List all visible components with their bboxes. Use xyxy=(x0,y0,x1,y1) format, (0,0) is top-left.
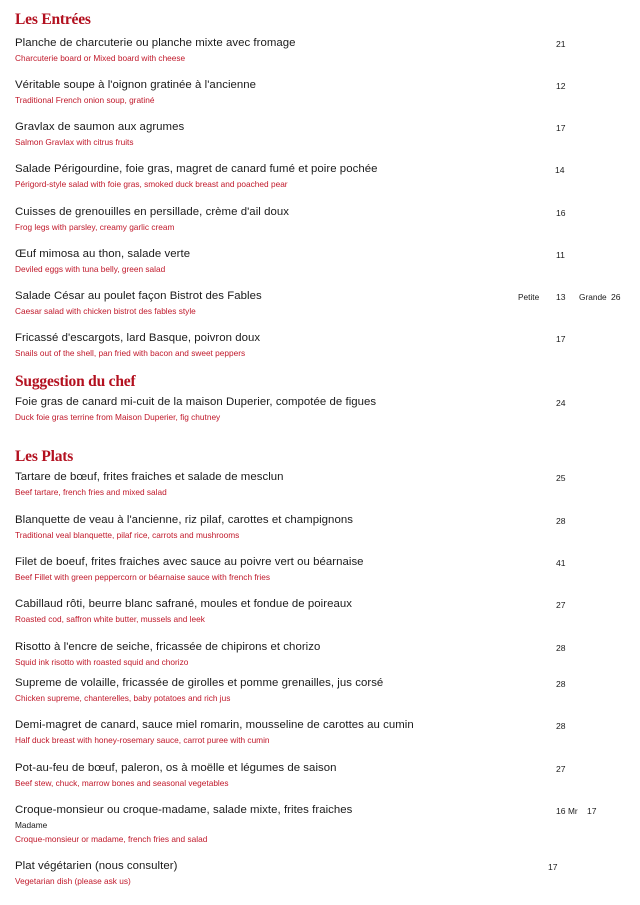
dish-price: 41 xyxy=(556,558,566,568)
dish-name-fr: Véritable soupe à l'oignon gratinée à l'ancienne xyxy=(15,79,257,91)
menu-item xyxy=(15,471,630,501)
dish-name-fr: Œuf mimosa au thon, salade verte xyxy=(15,248,191,260)
menu-item xyxy=(15,163,630,193)
dish-price: 12 xyxy=(556,81,566,91)
dish-name-en: Squid ink risotto with roasted squid and chorizo xyxy=(15,657,189,667)
dish-name-en: Beef tartare, french fries and mixed salad xyxy=(15,487,167,497)
dish-price-mr: 17 xyxy=(587,806,597,816)
dish-price: 16 xyxy=(556,208,566,218)
size-label-small: Petite xyxy=(518,292,540,302)
menu-item xyxy=(15,514,630,544)
dish-name-en: Beef Fillet with green peppercorn or béarnaise sauce with french fries xyxy=(15,572,271,582)
dish-name-en: Snails out of the shell, pan fried with bacon and sweet peppers xyxy=(15,348,246,358)
menu-item xyxy=(15,860,630,890)
menu-item xyxy=(15,79,630,109)
menu-item xyxy=(15,804,630,848)
dish-price-large: 26 xyxy=(611,292,621,302)
dish-price: 17 xyxy=(556,123,566,133)
menu-item xyxy=(15,248,630,278)
dish-name-fr: Planche de charcuterie ou planche mixte avec fromage xyxy=(15,37,296,49)
dish-name-en: Deviled eggs with tuna belly, green salad xyxy=(15,264,166,274)
dish-name-fr: Demi-magret de canard, sauce miel romarin, mousseline de carottes au cumin xyxy=(15,719,414,731)
dish-name-fr: Pot-au-feu de bœuf, paleron, os à moëlle et légumes de saison xyxy=(15,762,337,774)
dish-price: 21 xyxy=(556,39,566,49)
menu-item xyxy=(15,641,630,671)
dish-price: 27 xyxy=(556,600,566,610)
dish-price: 28 xyxy=(556,516,566,526)
menu-item xyxy=(15,121,630,151)
dish-name-fr: Gravlax de saumon aux agrumes xyxy=(15,121,185,133)
dish-name-en: Duck foie gras terrine from Maison Duperier, fig chutney xyxy=(15,412,221,422)
menu-item xyxy=(15,719,630,749)
dish-name-en: Charcuterie board or Mixed board with cheese xyxy=(15,53,186,63)
menu-item xyxy=(15,677,630,707)
section-title-plats: Les Plats xyxy=(15,448,74,465)
dish-name-fr: Supreme de volaille, fricassée de girolles et pomme grenailles, jus corsé xyxy=(15,677,384,689)
dish-price: 28 xyxy=(556,643,566,653)
dish-price: 28 xyxy=(556,721,566,731)
size-label-large: Grande xyxy=(579,292,607,302)
menu-item xyxy=(15,206,630,236)
menu-item xyxy=(15,762,630,792)
dish-name-en: Périgord-style salad with foie gras, smoked duck breast and poached pear xyxy=(15,179,288,189)
dish-name-en: Caesar salad with chicken bistrot des fables style xyxy=(15,306,196,316)
menu-item xyxy=(15,598,630,628)
dish-name-en: Vegetarian dish (please ask us) xyxy=(15,876,131,886)
dish-name-en: Beef stew, chuck, marrow bones and seasonal vegetables xyxy=(15,778,229,788)
dish-price: 27 xyxy=(556,764,566,774)
dish-name-fr: Cuisses de grenouilles en persillade, crème d'ail doux xyxy=(15,206,289,218)
dish-price: 13 xyxy=(556,292,566,302)
dish-name-fr: Salade Périgourdine, foie gras, magret de canard fumé et poire pochée xyxy=(15,163,378,175)
menu-item xyxy=(15,556,630,586)
dish-name-en: Salmon Gravlax with citrus fruits xyxy=(15,137,134,147)
dish-price: 17 xyxy=(548,862,558,872)
menu-item xyxy=(15,37,630,67)
dish-price: 24 xyxy=(556,398,566,408)
menu-item xyxy=(15,290,630,320)
dish-price: 14 xyxy=(555,165,565,175)
dish-name-fr: Croque-monsieur ou croque-madame, salade mixte, frites fraiches xyxy=(15,804,353,816)
menu-item xyxy=(15,332,630,362)
dish-variant-label: Madame xyxy=(15,820,48,830)
size-label-mr: Mr xyxy=(568,806,578,816)
dish-price: 17 xyxy=(556,334,566,344)
dish-name-fr: Plat végétarien (nous consulter) xyxy=(15,860,178,872)
dish-name-fr: Foie gras de canard mi-cuit de la maison Duperier, compotée de figues xyxy=(15,396,377,408)
dish-name-fr: Fricassé d'escargots, lard Basque, poivron doux xyxy=(15,332,261,344)
section-title-suggestion: Suggestion du chef xyxy=(15,373,136,390)
dish-name-fr: Blanquette de veau à l'ancienne, riz pilaf, carottes et champignons xyxy=(15,514,353,526)
dish-name-en: Croque-monsieur or madame, french fries and salad xyxy=(15,834,208,844)
dish-name-en: Chicken supreme, chanterelles, baby potatoes and rich jus xyxy=(15,693,231,703)
section-title-entrees: Les Entrées xyxy=(15,11,91,28)
dish-price: 11 xyxy=(556,250,565,260)
dish-name-en: Frog legs with parsley, creamy garlic cream xyxy=(15,222,175,232)
dish-name-en: Traditional veal blanquette, pilaf rice, carrots and mushrooms xyxy=(15,530,240,540)
dish-name-fr: Cabillaud rôti, beurre blanc safrané, moules et fondue de poireaux xyxy=(15,598,352,610)
menu-item xyxy=(15,396,630,426)
dish-name-fr: Filet de boeuf, frites fraiches avec sauce au poivre vert ou béarnaise xyxy=(15,556,364,568)
dish-name-en: Roasted cod, saffron white butter, mussels and leek xyxy=(15,614,205,624)
dish-name-fr: Risotto à l'encre de seiche, fricassée de chipirons et chorizo xyxy=(15,641,321,653)
dish-name-en: Half duck breast with honey-rosemary sauce, carrot puree with cumin xyxy=(15,735,270,745)
dish-price: 16 xyxy=(556,806,566,816)
dish-name-fr: Salade César au poulet façon Bistrot des Fables xyxy=(15,290,262,302)
dish-name-fr: Tartare de bœuf, frites fraiches et salade de mesclun xyxy=(15,471,284,483)
dish-price: 25 xyxy=(556,473,566,483)
dish-price: 28 xyxy=(556,679,566,689)
dish-name-en: Traditional French onion soup, gratiné xyxy=(15,95,155,105)
